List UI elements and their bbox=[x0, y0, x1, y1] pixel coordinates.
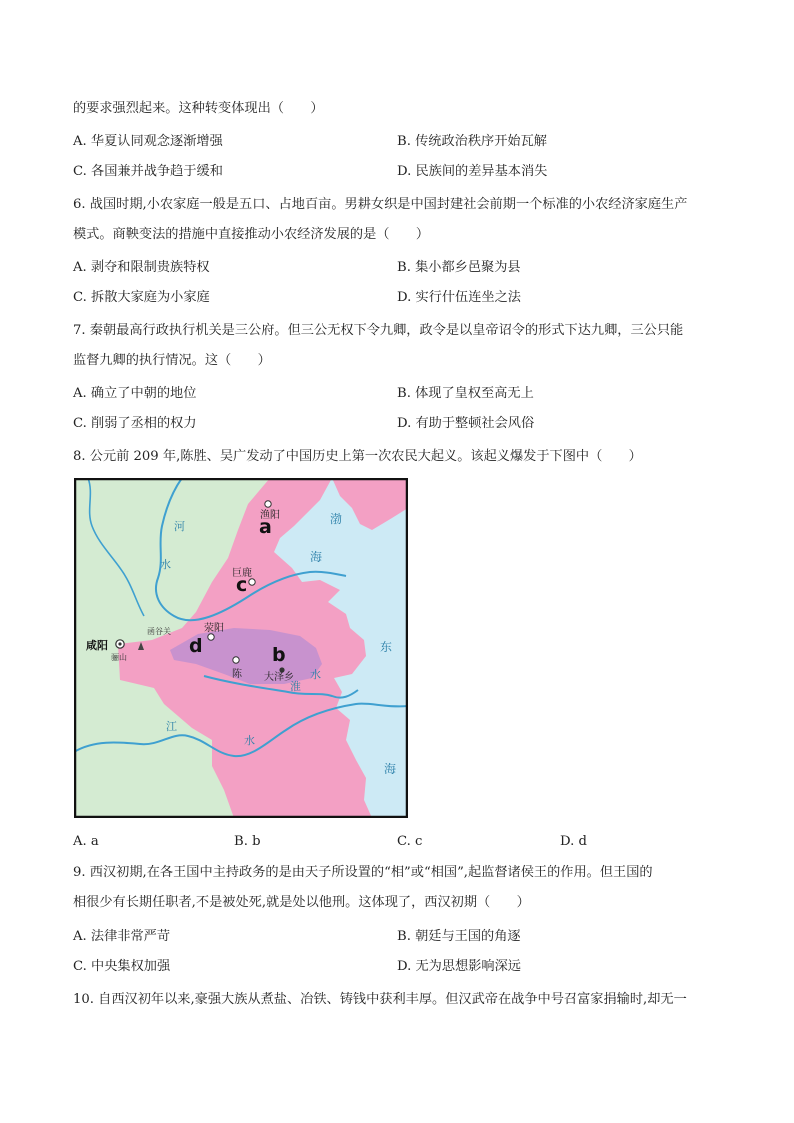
place-yuyang: 渔阳 bbox=[260, 510, 280, 521]
q9-option-d[interactable]: D. 无为思想影响深远 bbox=[397, 959, 521, 974]
q8-option-d[interactable]: D. d bbox=[560, 834, 587, 849]
q9-option-a[interactable]: A. 法律非常严苛 bbox=[73, 929, 171, 944]
river-label-huai: 淮 bbox=[290, 680, 301, 693]
question-5-tail: 的要求强烈起来。这种转变体现出（ ） bbox=[73, 101, 324, 116]
q5-option-b[interactable]: B. 传统政治秩序开始瓦解 bbox=[397, 134, 547, 149]
sea-label-dong: 东 bbox=[380, 640, 393, 654]
q5-option-c[interactable]: C. 各国兼并战争趋于缓和 bbox=[73, 164, 223, 179]
place-julu: 巨鹿 bbox=[232, 568, 252, 579]
q8-option-b[interactable]: B. b bbox=[234, 834, 261, 849]
question-6-line2: 模式。商鞅变法的措施中直接推动小农经济发展的是（ ） bbox=[73, 227, 430, 242]
river-label-huai-shui: 水 bbox=[310, 668, 321, 681]
place-dazexiang: 大泽乡 bbox=[264, 672, 294, 683]
question-7-line1: 7. 秦朝最高行政执行机关是三公府。但三公无权下令九卿，政令是以皇帝诏令的形式下达九卿，三公只能 bbox=[73, 323, 684, 338]
q7-option-a[interactable]: A. 确立了中朝的地位 bbox=[73, 386, 197, 401]
sea-label-dong-hai: 海 bbox=[384, 762, 397, 776]
question-7-line2: 监督九卿的执行情况。这（ ） bbox=[73, 353, 271, 368]
river-label-shui: 水 bbox=[160, 558, 171, 571]
q6-option-a[interactable]: A. 剥夺和限制贵族特权 bbox=[73, 260, 210, 275]
place-lishan: 骊山 bbox=[111, 653, 127, 662]
q5-option-d[interactable]: D. 民族间的差异基本消失 bbox=[397, 164, 548, 179]
q9-option-b[interactable]: B. 朝廷与王国的角逐 bbox=[397, 929, 521, 944]
question-6-line1: 6. 战国时期,小农家庭一般是五口、占地百亩。男耕女织是中国封建社会前期一个标准的小农经济家庭生产 bbox=[73, 197, 688, 212]
question-9-line2: 相很少有长期任职者,不是被处死,就是处以他刑。这体现了，西汉初期（ ） bbox=[73, 895, 530, 910]
map-label-c: c bbox=[236, 574, 248, 596]
q7-option-c[interactable]: C. 削弱了丞相的权力 bbox=[73, 416, 197, 431]
sea-label-bo-hai: 海 bbox=[310, 550, 323, 564]
place-xingyang: 荥阳 bbox=[204, 623, 224, 634]
map-label-d: d bbox=[189, 635, 203, 657]
q6-option-b[interactable]: B. 集小都乡邑聚为县 bbox=[397, 260, 521, 275]
q5-option-a[interactable]: A. 华夏认同观念逐渐增强 bbox=[73, 134, 223, 149]
place-xianyang: 咸阳 bbox=[86, 639, 108, 652]
historical-map bbox=[74, 478, 408, 818]
question-8: 8. 公元前 209 年,陈胜、吴广发动了中国历史上第一次农民大起义。该起义爆发于下图中（ ） bbox=[73, 449, 642, 464]
question-9-line1: 9. 西汉初期,在各王国中主持政务的是由天子所设置的“相”或“相国”,起监督诸侯王的作用。但王国的 bbox=[73, 865, 653, 880]
sea-label-bo: 渤 bbox=[330, 512, 343, 526]
place-chen: 陈 bbox=[232, 669, 242, 680]
question-10-line1: 10. 自西汉初年以来,豪强大族从煮盐、冶铁、铸钱中获利丰厚。但汉武帝在战争中号召富家捐输时,却无一 bbox=[73, 992, 687, 1007]
map-label-a: a bbox=[259, 516, 272, 538]
q7-option-b[interactable]: B. 体现了皇权至高无上 bbox=[397, 386, 534, 401]
q7-option-d[interactable]: D. 有助于整顿社会风俗 bbox=[397, 416, 535, 431]
q8-option-c[interactable]: C. c bbox=[397, 834, 423, 849]
river-label-jiang-shui: 水 bbox=[244, 734, 255, 747]
map-label-b: b bbox=[272, 644, 286, 666]
xingyang-marker bbox=[208, 634, 214, 640]
q9-option-c[interactable]: C. 中央集权加强 bbox=[73, 959, 171, 974]
place-hangu: 函谷关 bbox=[147, 627, 171, 636]
q6-option-c[interactable]: C. 拆散大家庭为小家庭 bbox=[73, 290, 210, 305]
xianyang-marker-center bbox=[118, 642, 121, 645]
julu-marker bbox=[249, 579, 255, 585]
q6-option-d[interactable]: D. 实行什伍连坐之法 bbox=[397, 290, 521, 305]
q8-option-a[interactable]: A. a bbox=[73, 834, 99, 849]
river-label-he: 河 bbox=[174, 520, 185, 533]
chen-marker bbox=[233, 657, 239, 663]
river-label-jiang: 江 bbox=[166, 720, 177, 733]
